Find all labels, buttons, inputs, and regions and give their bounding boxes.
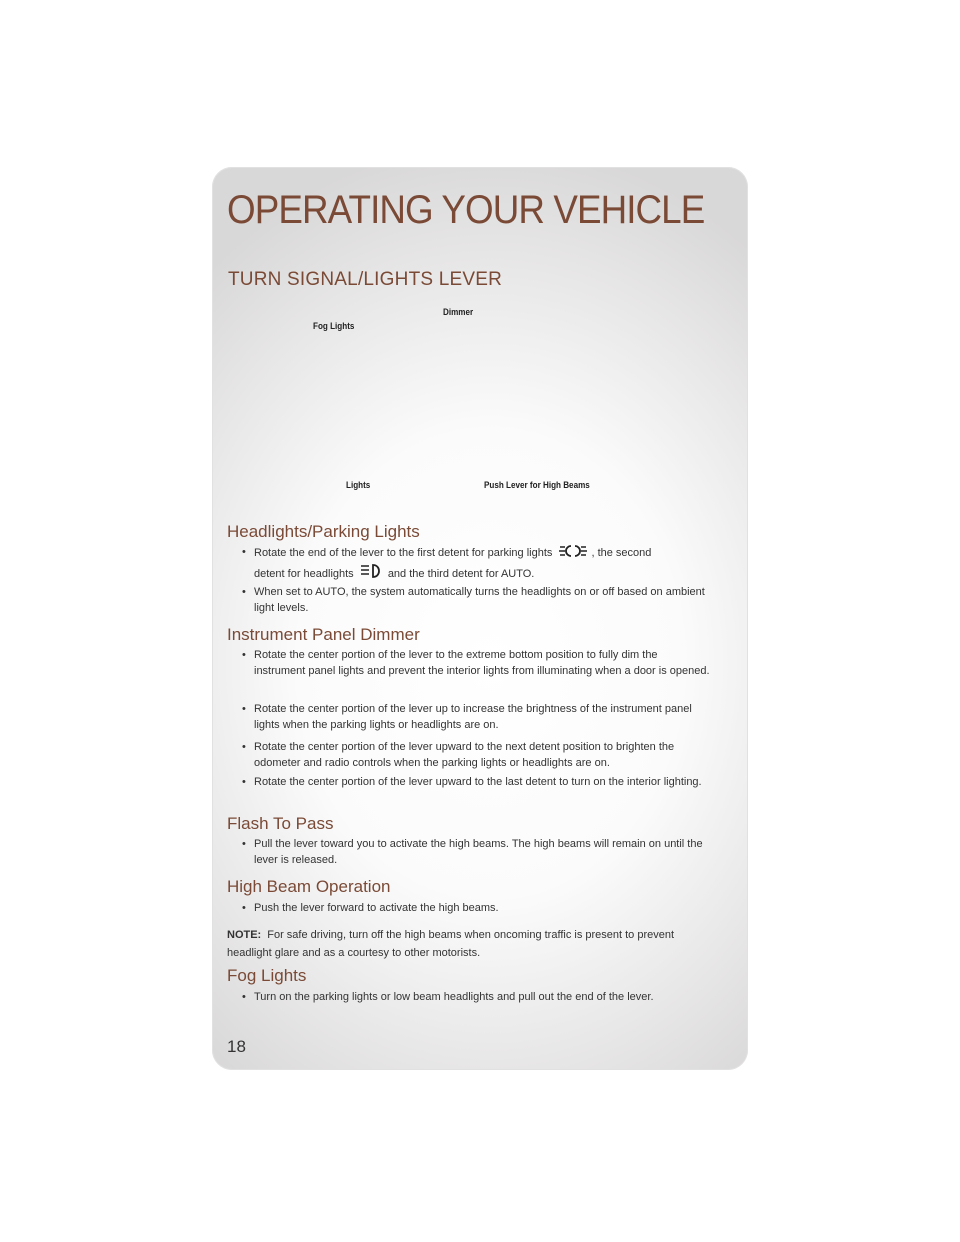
list-item: • Rotate the center portion of the lever upward to the next detent position to brighten the odometer and radio controls when the parking lights or headlights are on. [242,739,710,771]
list-item: • Rotate the center portion of the lever upward to the last detent to turn on the interior lighting. [242,774,710,790]
list-item: • Rotate the end of the lever to the first detent for parking lights , the second detent for headlights and the third detent for AUTO. [242,544,710,584]
section-title: TURN SIGNAL/LIGHTS LEVER [228,269,503,290]
bullet-text: Rotate the center portion of the lever upward to the next detent position to brighten the odometer and radio controls when the parking lights or headlights are on. [254,741,675,769]
bullet-text: Rotate the center portion of the lever upward to the last detent to turn on the interior lighting. [254,776,702,788]
parking-lights-icon [558,544,588,563]
note-paragraph [227,926,707,962]
list-item: • Rotate the center portion of the lever to the extreme bottom position to fully dim the instrument panel lights and prevent the interior lights from illuminating when a door is opened. [242,649,710,677]
bullet-text: Turn on the parking lights or low beam headlights and pull out the end of the lever. [254,991,654,1003]
list-item: • When set to AUTO, the system automatically turns the headlights on or off based on ambient light levels. [242,584,710,616]
headlights-icon [360,563,382,584]
bullet-text: and the third detent for AUTO. [387,568,535,580]
chapter-title: OPERATING YOUR VEHICLE [227,188,705,232]
list-item: • Pull the lever toward you to activate the high beams. The high beams will remain on until the lever is released. [242,836,710,868]
callout-fog-lights: Fog Lights [313,321,355,331]
bullet-text: , the second [591,547,652,559]
callout-dimmer: Dimmer [443,307,474,317]
callout-lights: Lights [346,480,371,490]
list-item: • Push the lever forward to activate the high beams. [242,900,710,916]
bullet-text: Rotate the center portion of the lever up to increase the brightness of the instrument panel lights when the parking lights or headlights are on. [254,703,692,731]
bullet-text: Pull the lever toward you to activate the high beams. The high beams will remain on until the lever is released. [254,838,703,866]
bullet-text: Rotate the center portion of the lever to the extreme bottom position to fully dim the instrument panel lights and prevent the interior lights from illuminating when a door is opened. [254,649,710,677]
heading-headlights: Headlights/Parking Lights [227,522,420,541]
callout-push-lever: Push Lever for High Beams [484,480,590,490]
heading-fog-lights: Fog Lights [227,966,307,985]
bullet-text: Push the lever forward to activate the high beams. [254,902,499,914]
bullet-text: Rotate the end of the lever to the first detent for parking lights [254,547,553,559]
list-item: • Rotate the center portion of the lever up to increase the brightness of the instrument panel lights when the parking lights or headlights are on. [242,701,710,733]
note-text: For safe driving, turn off the high beams when oncoming traffic is present to prevent headlight glare and as a courtesy to other motorists. [227,929,675,959]
page-number: 18 [227,1037,246,1056]
heading-dimmer: Instrument Panel Dimmer [227,625,420,644]
bullet-text: When set to AUTO, the system automatically turns the headlights on or off based on ambient light levels. [254,586,705,614]
lever-figure [228,300,728,500]
heading-high-beam: High Beam Operation [227,877,391,896]
note-label: NOTE: [227,929,262,941]
heading-flash-to-pass: Flash To Pass [227,814,334,833]
bullet-text: detent for headlights [254,568,354,580]
list-item: • Turn on the parking lights or low beam headlights and pull out the end of the lever. [242,989,710,1005]
